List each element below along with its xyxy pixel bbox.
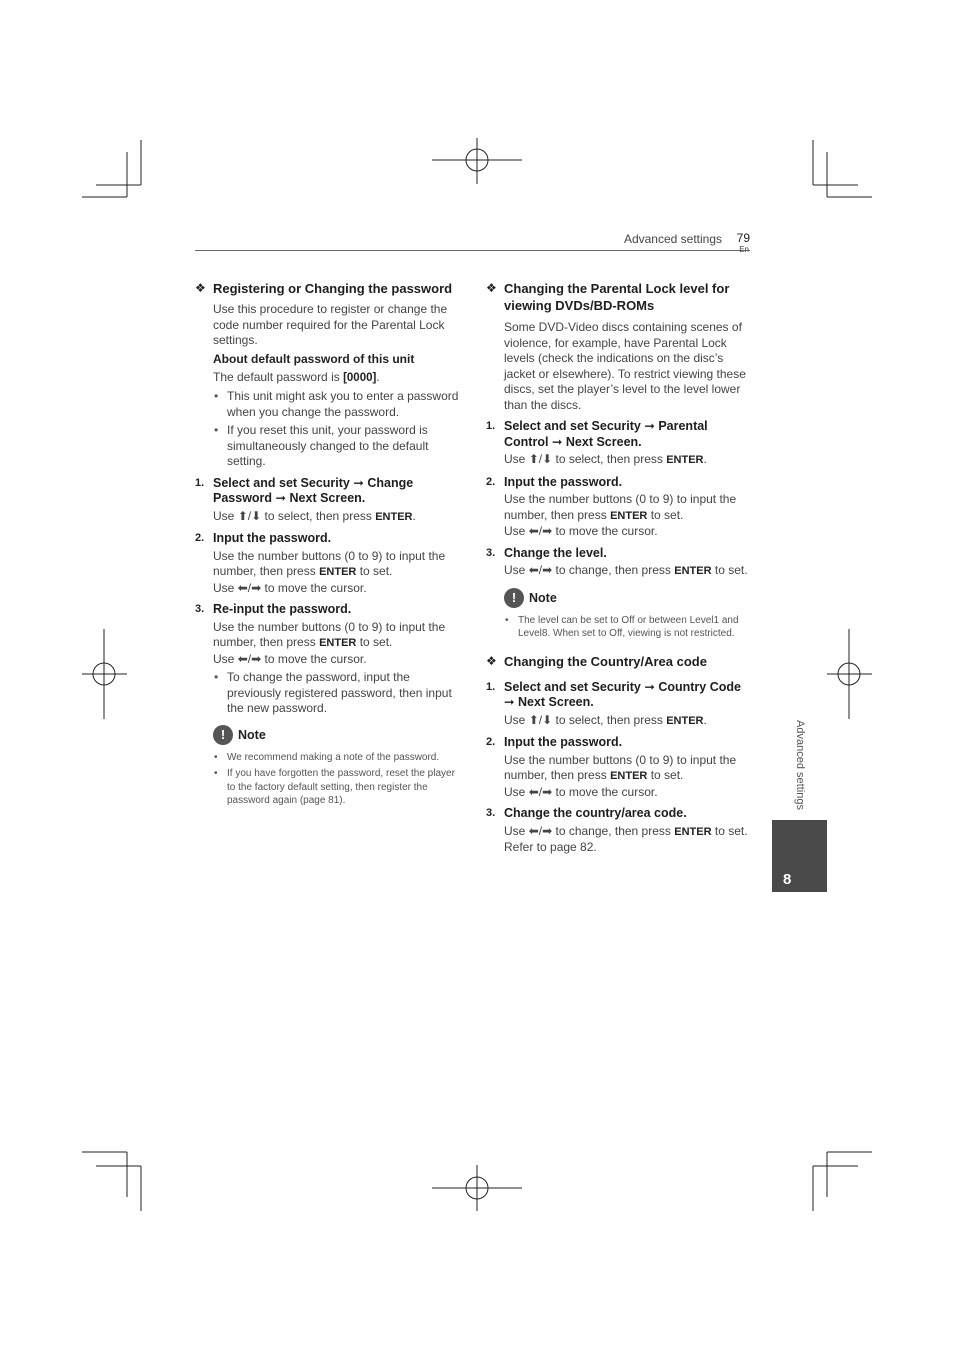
left-right-arrow-icon: ⬅/➡: [528, 784, 553, 799]
diamond-icon: ❖: [486, 281, 497, 295]
section-heading-country-code: ❖ Changing the Country/Area code: [486, 653, 707, 669]
step-3-bullets: [195, 670, 463, 717]
section-heading-parental-lock: ❖ Changing the Parental Lock level for viewing DVDs/BD-ROMs: [486, 281, 730, 313]
note-list: [486, 614, 752, 641]
step-1-text: Use ⬆/⬇ to select, then press ENTER.: [504, 452, 707, 466]
step-2: 2. Input the password.: [195, 531, 332, 545]
step-1: 1. Select and set Security ➞ Change Password ➞ Next Screen.: [195, 475, 414, 505]
step-1: 1. Select and set Security ➞ Parental Control ➞ Next Screen.: [486, 419, 708, 449]
diamond-icon: ❖: [195, 281, 206, 295]
left-right-arrow-icon: ⬅/➡: [528, 524, 553, 538]
arrow-icon: ➞: [353, 475, 364, 490]
step-3: 3. Change the level.: [486, 545, 607, 560]
arrow-icon: ➞: [644, 419, 655, 433]
arrow-icon: ➞: [275, 491, 287, 505]
diamond-icon: ❖: [486, 653, 497, 668]
step-3-text: Use ⬅/➡ to change, then press ENTER to set.: [504, 563, 748, 577]
note-list: [195, 751, 463, 808]
header-section: Advanced settings: [623, 232, 722, 246]
step-3-text: Use the number buttons (0 to 9) to input the number, then press ENTER to set. Use ⬅/➡ to move the cursor.: [213, 619, 446, 666]
exclamation-icon: !: [504, 588, 524, 608]
country-step-1: 1. Select and set Security ➞ Country Code ➞ Next Screen.: [486, 679, 741, 709]
note-heading: ! Note: [195, 725, 463, 745]
page-number: 79: [736, 231, 750, 245]
intro-text: Use this procedure to register or change the code number required for the Parental Lock settings.: [213, 302, 448, 347]
up-down-arrow-icon: ⬆/⬇: [237, 508, 262, 523]
up-down-arrow-icon: ⬆/⬇: [528, 712, 553, 727]
country-step-3-text: Use ⬅/➡ to change, then press ENTER to set. Refer to page 82.: [504, 823, 748, 854]
side-section-label: Advanced settings: [794, 720, 806, 810]
country-step-2: 2. Input the password.: [486, 735, 623, 749]
left-right-arrow-icon: ⬅/➡: [528, 823, 553, 838]
list-item: • If you reset this unit, your password is simultaneously changed to the default setting.: [227, 423, 463, 470]
section-heading-password: ❖ Registering or Changing the password: [195, 281, 453, 296]
note-heading: ! Note: [486, 588, 752, 608]
step-3: 3. Re-input the password.: [195, 602, 352, 616]
default-password-bullets: [195, 389, 463, 470]
left-column: [195, 280, 463, 811]
list-item: • To change the password, input the previously registered password, then input the new password.: [227, 670, 463, 717]
country-step-1-text: Use ⬆/⬇ to select, then press ENTER.: [504, 712, 707, 727]
arrow-icon: ➞: [504, 695, 515, 709]
step-2-text: Use the number buttons (0 to 9) to input the number, then press ENTER to set. Use ⬅/➡ to move the cursor.: [504, 492, 737, 538]
list-item: • The level can be set to Off or between Level1 and Level8. When set to Off, viewing is not restricted.: [518, 614, 752, 641]
right-column: [486, 280, 752, 859]
chapter-tab: [772, 820, 827, 892]
intro-text: Some DVD-Video discs containing scenes of violence, for example, have Parental Lock levels (check the indications on the disc’s jacket or elsewhere). To restrict viewing these discs, set the player’s level to the level lower than the discs.: [504, 320, 746, 412]
list-item: • We recommend making a note of the password.: [227, 751, 463, 765]
list-item: • If you have forgotten the password, reset the player to the factory default setting, then register the password again (page 81).: [227, 767, 463, 808]
country-step-2-text: Use the number buttons (0 to 9) to input the number, then press ENTER to set. Use ⬅/➡ to move the cursor.: [504, 752, 737, 799]
list-item: • This unit might ask you to enter a password when you change the password.: [227, 389, 463, 420]
default-password-text: The default password is [0000].: [213, 369, 380, 384]
language-code: En: [739, 245, 749, 254]
up-down-arrow-icon: ⬆/⬇: [528, 452, 553, 466]
step-2: 2. Input the password.: [486, 474, 623, 489]
arrow-icon: ➞: [551, 434, 563, 449]
exclamation-icon: !: [213, 725, 233, 745]
default-password-value: [0000]: [343, 371, 377, 384]
subheading-default-password: About default password of this unit: [213, 351, 415, 366]
chapter-number: 8: [783, 871, 792, 888]
left-right-arrow-icon: ⬅/➡: [237, 580, 262, 595]
left-right-arrow-icon: ⬅/➡: [237, 651, 262, 666]
step-2-text: Use the number buttons (0 to 9) to input the number, then press ENTER to set. Use ⬅/➡ to move the cursor.: [213, 548, 446, 595]
left-right-arrow-icon: ⬅/➡: [528, 563, 553, 577]
country-step-3: 3. Change the country/area code.: [486, 806, 687, 820]
arrow-icon: ➞: [644, 679, 655, 694]
step-1-text: Use ⬆/⬇ to select, then press ENTER.: [213, 508, 416, 523]
page-header: [195, 230, 750, 254]
